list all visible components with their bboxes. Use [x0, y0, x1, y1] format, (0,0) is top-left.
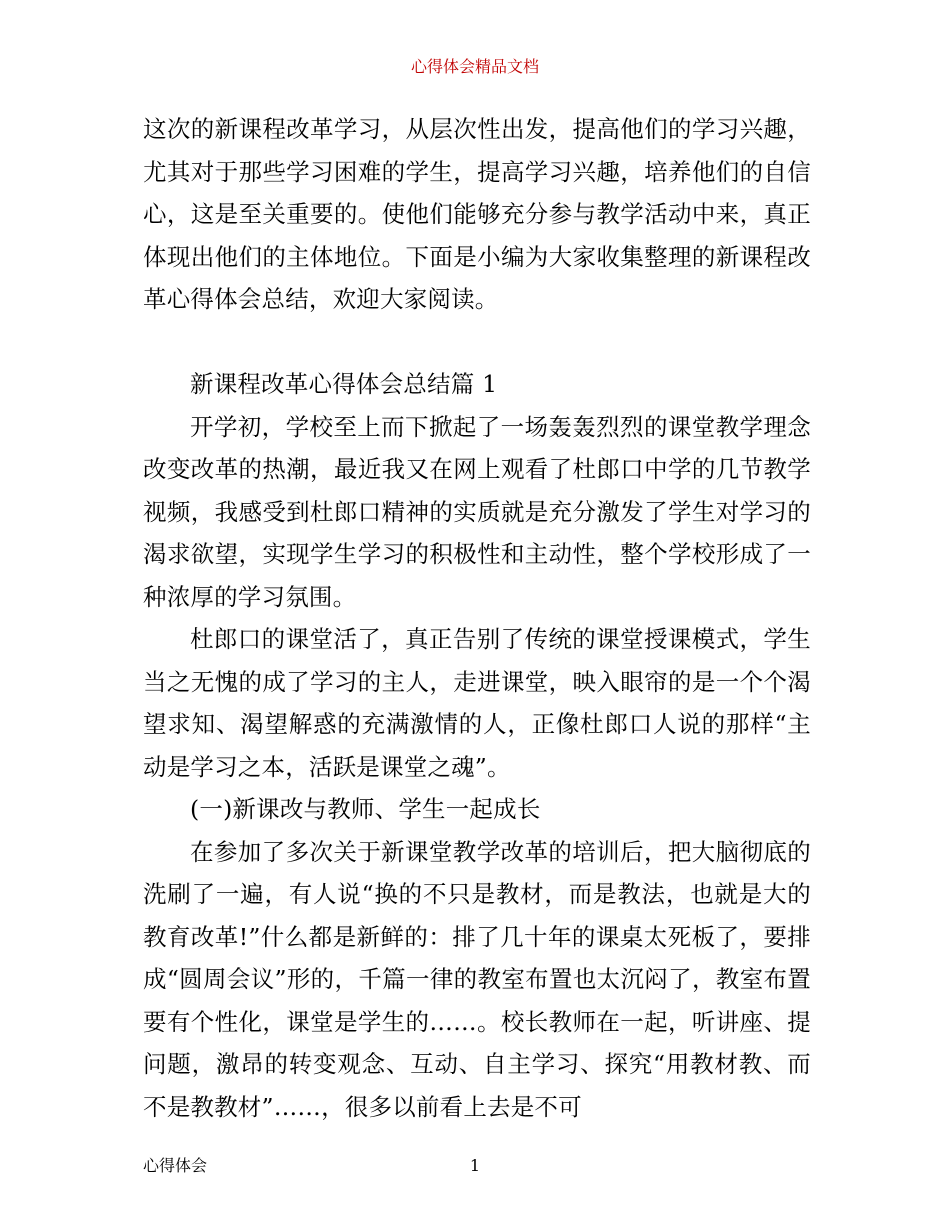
section-title: 新课程改革心得体会总结篇 1	[190, 370, 498, 398]
intro-paragraph: 这次的新课程改革学习，从层次性出发，提高他们的学习兴趣，尤其对于那些学习困难的学生，提高学习兴趣，培养他们的自信心，这是至关重要的。使他们能够充分参与教学活动中来，真正体现出他们的主体地位。下面是小编为大家收集整理的新课程改革心得体会总结，欢迎大家阅读。	[143, 115, 811, 313]
body-paragraph-1: 开学初，学校至上而下掀起了一场轰轰烈烈的课堂教学理念改变改革的热潮，最近我又在网上观看了杜郎口中学的几节教学视频，我感受到杜郎口精神的实质就是充分激发了学生对学习的渴求欲望，实现学生学习的积极性和主动性，整个学校形成了一种浓厚的学习氛围。	[143, 412, 811, 611]
footer-label: 心得体会	[143, 1156, 208, 1175]
subheading: (一)新课改与教师、学生一起成长	[190, 795, 541, 823]
document-header-title: 心得体会精品文档	[410, 57, 539, 76]
paragraph-spacer	[143, 321, 811, 364]
page-number: 1	[469, 1156, 481, 1175]
body-paragraph-3: 在参加了多次关于新课堂教学改革的培训后，把大脑彻底的洗刷了一遍，有人说“换的不只是教材，而是教法，也就是大的教育改革!”什么都是新鲜的：排了几十年的课桌太死板了，要排成“圆周会议”形的，千篇一律的教室布置也太沉闷了，教室布置要有个性化，课堂是学生的……。校长教师在一起，听讲座、提问题，激昂的转变观念、互动、自主学习、探究“用教材教、而不是教教材”……，很多以前看上去是不可	[143, 837, 811, 1121]
document-body	[143, 108, 811, 1128]
body-paragraph-2: 杜郎口的课堂活了，真正告别了传统的课堂授课模式，学生当之无愧的成了学习的主人，走进课堂，映入眼帘的是一个个渴望求知、渴望解惑的充满激情的人，正像杜郎口人说的那样“主动是学习之本，活跃是课堂之魂”。	[143, 625, 811, 781]
